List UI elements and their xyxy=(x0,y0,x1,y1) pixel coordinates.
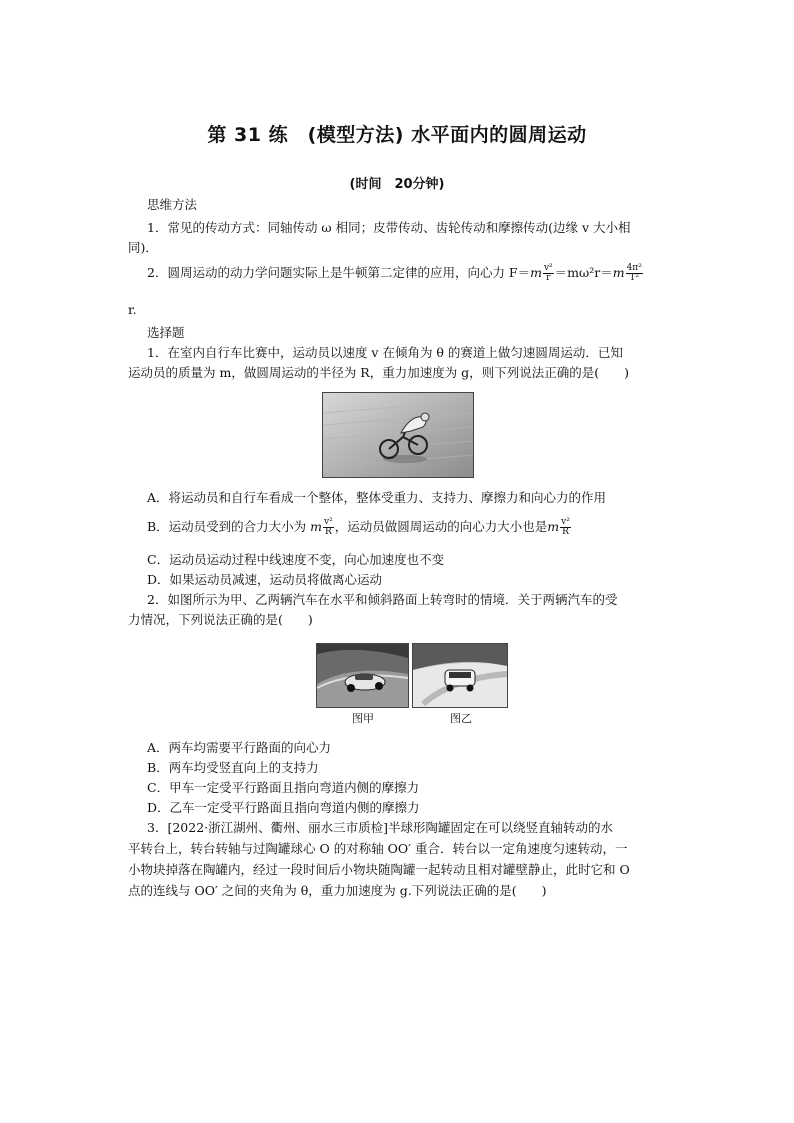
q3-line2: 平转台上，转台转轴与过陶罐球心 O 的对称轴 OO′ 重合．转台以一定角速度匀速转动，一 xyxy=(128,841,628,856)
method-item-1-line1: 1．常见的传动方式：同轴传动 ω 相同；皮带传动、齿轮传动和摩擦传动(边缘 v 大小相 xyxy=(147,220,631,235)
formula-middle: ＝mω²r＝ xyxy=(554,265,613,280)
fraction-v2-over-r xyxy=(323,518,334,537)
car-image-right xyxy=(413,644,507,707)
q3-line1: 3．[2022·浙江湖州、衢州、丽水三市质检]半球形陶罐固定在可以绕竖直轴转动的水 xyxy=(147,820,613,835)
q2-line2: 力情况，下列说法正确的是( ) xyxy=(128,612,313,627)
q2-line1: 2．如图所示为甲、乙两辆汽车在水平和倾斜路面上转弯时的情境．关于两辆汽车的受 xyxy=(147,592,618,607)
car-image-left xyxy=(317,644,408,707)
fraction-denominator: R xyxy=(562,527,569,537)
method-item-2 xyxy=(147,264,644,283)
figure-caption-jia: 图甲 xyxy=(352,712,374,725)
cyclist-image xyxy=(323,393,473,477)
fraction-denominator: R xyxy=(324,527,332,537)
fraction-numerator: v² xyxy=(324,517,333,527)
fraction-numerator: v² xyxy=(561,517,570,527)
q2-option-a: A．两车均需要平行路面的向心力 xyxy=(147,740,332,755)
fraction-numerator: v² xyxy=(543,263,553,273)
method-item-1-line2: 同)． xyxy=(128,240,158,255)
q1-line2: 运动员的质量为 m，做圆周运动的半径为 R，重力加速度为 g，则下列说法正确的是( ) xyxy=(128,365,629,380)
q3-line3: 小物块掉落在陶罐内，经过一段时间后小物块随陶罐一起转动且相对罐壁静止，此时它和 O xyxy=(128,862,630,877)
fraction-v2-over-r xyxy=(543,264,554,283)
formula-mass: m xyxy=(310,519,323,534)
q2-option-b: B．两车均受竖直向上的支持力 xyxy=(147,760,319,775)
q1-option-b-middle: ，运动员做圆周运动的向心力大小也是 xyxy=(334,519,548,534)
q1-option-a: A．将运动员和自行车看成一个整体，整体受重力、支持力、摩擦力和向心力的作用 xyxy=(147,490,607,505)
method-item-2-text: 2．圆周运动的动力学问题实际上是牛顿第二定律的应用，向心力 F＝ xyxy=(147,265,531,280)
methods-heading: 思维方法 xyxy=(147,197,198,212)
time-limit: (时间 20分钟) xyxy=(349,177,445,192)
page-title: 第 31 练 (模型方法) 水平面内的圆周运动 xyxy=(207,124,587,146)
q1-option-c: C．运动员运动过程中线速度不变，向心加速度也不变 xyxy=(147,552,445,567)
q1-line1: 1．在室内自行车比赛中，运动员以速度 v 在倾角为 θ 的赛道上做匀速圆周运动．已知 xyxy=(147,345,623,360)
car-photo-left xyxy=(316,643,409,708)
figure-caption-yi: 图乙 xyxy=(450,712,472,725)
q3-line4: 点的连线与 OO′ 之间的夹角为 θ，重力加速度为 g.下列说法正确的是( ) xyxy=(128,883,547,898)
q1-option-b-prefix: B．运动员受到的合力大小为 xyxy=(147,519,307,534)
fraction-4pi2-over-t2 xyxy=(626,264,643,283)
fraction-denominator: T² xyxy=(629,273,640,283)
car-photo-right xyxy=(412,643,508,708)
formula-mass-1: m xyxy=(530,265,542,280)
fraction-numerator: 4π² xyxy=(626,263,642,273)
q2-option-d: D．乙车一定受平行路面且指向弯道内侧的摩擦力 xyxy=(147,800,420,815)
choice-heading: 选择题 xyxy=(147,325,185,340)
fraction-denominator: r xyxy=(546,273,551,283)
fraction-v2-over-r xyxy=(560,518,571,537)
cycling-photo xyxy=(322,392,474,478)
formula-mass: m xyxy=(547,519,560,534)
method-item-2-line2: r. xyxy=(128,302,137,317)
q1-option-b xyxy=(147,518,572,537)
formula-mass-2: m xyxy=(612,265,625,280)
q2-option-c: C．甲车一定受平行路面且指向弯道内侧的摩擦力 xyxy=(147,780,420,795)
q1-option-d: D．如果运动员减速，运动员将做离心运动 xyxy=(147,572,383,587)
